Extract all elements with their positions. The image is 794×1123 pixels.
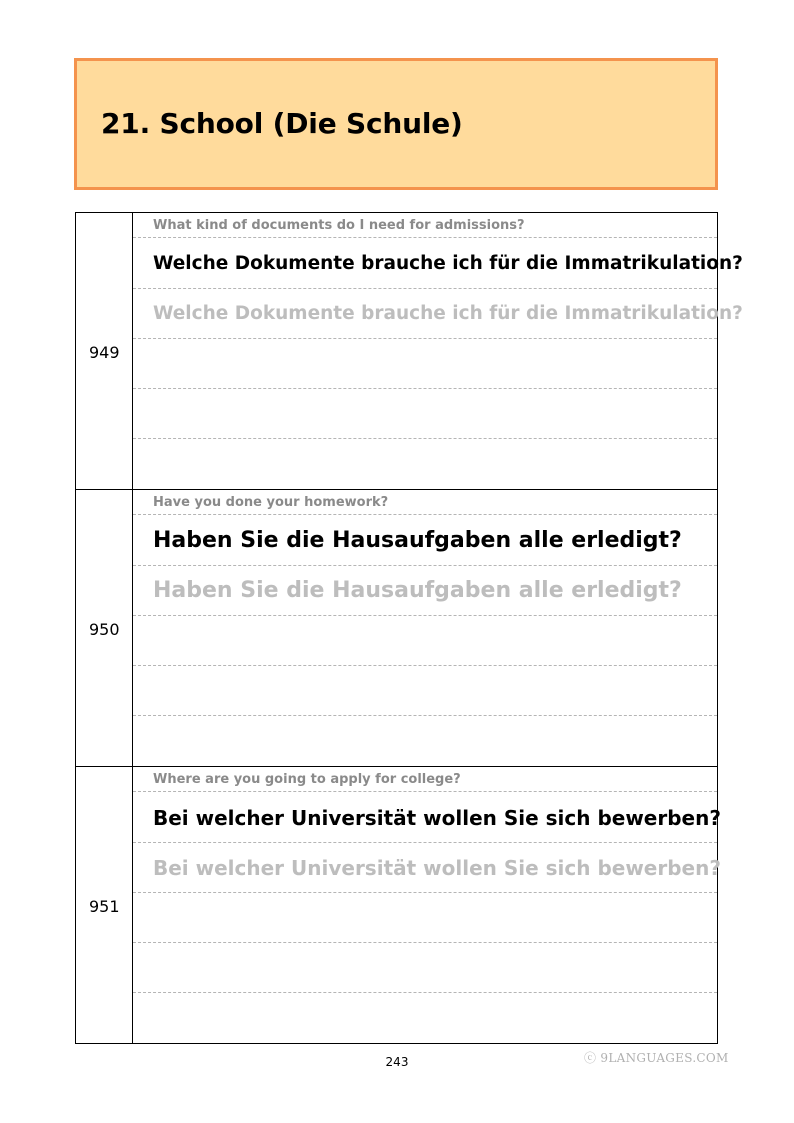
blank-writing-line: [133, 666, 717, 716]
entry-number: 949: [89, 343, 120, 362]
german-trace-sentence: Haben Sie die Hausaufgaben alle erledigt?: [153, 578, 682, 603]
german-sentence: Welche Dokumente brauche ich für die Immatrikulation?: [153, 253, 743, 274]
chapter-title: 21. School (Die Schule): [101, 107, 463, 140]
trace-line: [133, 566, 717, 616]
writing-lines: [133, 767, 721, 1043]
copyright-notice: ⓒ 9LANGUAGES.COM: [584, 1051, 729, 1065]
practice-sheet: [75, 212, 743, 1044]
entry-number-cell: [76, 767, 133, 1043]
english-line: [133, 213, 717, 238]
entry-951: [76, 767, 721, 1044]
trace-line: [133, 843, 721, 893]
writing-lines: [133, 213, 743, 489]
chapter-title-box: [74, 58, 718, 190]
writing-lines: [133, 490, 717, 766]
blank-writing-line: [133, 943, 717, 993]
blank-writing-line: [133, 389, 717, 439]
blank-writing-line: [133, 339, 717, 389]
entry-number-cell: [76, 490, 133, 766]
entry-number: 950: [89, 620, 120, 639]
blank-writing-line: [133, 893, 717, 943]
german-trace-sentence: Bei welcher Universität wollen Sie sich bewerben?: [153, 856, 721, 880]
blank-writing-line: [133, 616, 717, 666]
english-sentence: Where are you going to apply for college?: [153, 772, 461, 787]
page-number: 243: [385, 1055, 409, 1069]
german-sentence: Haben Sie die Hausaufgaben alle erledigt?: [153, 528, 682, 553]
german-sentence: Bei welcher Universität wollen Sie sich bewerben?: [153, 806, 721, 830]
entry-number-cell: [76, 213, 133, 489]
english-sentence: Have you done your homework?: [153, 495, 389, 510]
english-line: [133, 767, 717, 792]
german-trace-sentence: Welche Dokumente brauche ich für die Immatrikulation?: [153, 303, 743, 324]
german-line: [133, 792, 721, 843]
entry-number: 951: [89, 897, 120, 916]
english-line: [133, 490, 717, 515]
entry-950: [76, 490, 717, 767]
german-line: [133, 238, 743, 289]
trace-line: [133, 289, 743, 339]
english-sentence: What kind of documents do I need for admissions?: [153, 218, 525, 233]
german-line: [133, 515, 717, 566]
entry-949: [76, 213, 743, 490]
